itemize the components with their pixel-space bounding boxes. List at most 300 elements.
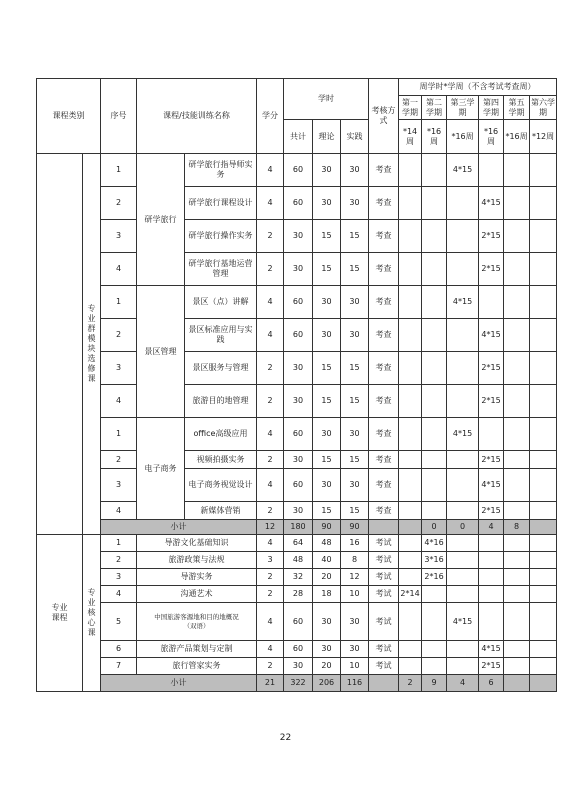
semester-hours-cell [530,552,557,569]
semester-hours-cell [447,552,479,569]
semester-hours-cell: 4 [447,675,479,692]
hours-theory-cell: 15 [313,502,341,520]
row-number: 2 [101,319,137,352]
exam-cell: 考查 [369,187,399,220]
semester-hours-cell [399,520,422,535]
semester-weeks: *16周 [504,120,530,154]
semester-hours-cell [530,603,557,641]
semester-hours-cell [422,187,447,220]
course-subtitle: （双语） [183,621,210,630]
semester-hours-cell [422,586,447,603]
course-name: 旅游目的地管理 [185,385,257,418]
hours-total-cell: 60 [284,641,313,658]
hours-theory-cell: 30 [313,319,341,352]
row-number: 2 [101,451,137,469]
row-number: 5 [101,603,137,641]
hours-theory-cell: 30 [313,418,341,451]
table-row [37,352,557,385]
semester-hours-cell [399,253,422,286]
semester-hours-cell [422,253,447,286]
hours-total-cell: 30 [284,385,313,418]
hours-theory-cell: 30 [313,469,341,502]
hours-practice-cell: 16 [341,535,369,552]
semester-hours-cell [447,586,479,603]
semester-hours-cell [530,220,557,253]
exam-cell: 考试 [369,569,399,586]
row-number: 1 [101,286,137,319]
semester-hours-cell: 4*15 [479,187,504,220]
category-blank [37,154,83,535]
course-name: 电子商务视觉设计 [185,469,257,502]
semester-hours-cell [530,253,557,286]
course-name: 研学旅行指导师实务 [185,154,257,187]
hours-total-cell: 180 [284,520,313,535]
curriculum-table [36,78,557,692]
table-row [37,535,557,552]
semester-hours-cell [422,286,447,319]
semester-label: 第六学期 [530,96,557,120]
semester-hours-cell [447,469,479,502]
header-weekly-hours: 周学时*学周（不含考试考查周） [399,79,557,96]
credit-cell: 2 [257,502,284,520]
table-row [37,658,557,675]
header-hours-practice: 实践 [341,120,369,154]
credit-cell: 4 [257,535,284,552]
hours-theory-cell: 30 [313,603,341,641]
semester-hours-cell [399,154,422,187]
credit-cell: 4 [257,641,284,658]
hours-total-cell: 60 [284,603,313,641]
exam-cell: 考查 [369,220,399,253]
semester-hours-cell: 2*15 [479,220,504,253]
semester-hours-cell: 8 [504,520,530,535]
row-number: 2 [101,552,137,569]
table-row [37,154,557,187]
row-number: 2 [101,187,137,220]
semester-hours-cell [399,502,422,520]
hours-theory-cell: 30 [313,187,341,220]
exam-cell: 考查 [369,418,399,451]
semester-label: 第一学期 [399,96,422,120]
semester-hours-cell: 4*15 [447,154,479,187]
semester-hours-cell [399,385,422,418]
credit-cell: 2 [257,352,284,385]
hours-practice-cell: 30 [341,286,369,319]
module-name: 研学旅行 [137,154,185,286]
semester-hours-cell [422,352,447,385]
semester-hours-cell [504,154,530,187]
course-title: 导游实务 [180,572,213,581]
semester-hours-cell [530,502,557,520]
credit-cell: 4 [257,286,284,319]
semester-hours-cell [479,586,504,603]
credit-cell: 2 [257,385,284,418]
semester-hours-cell [504,418,530,451]
hours-practice-cell: 8 [341,552,369,569]
credit-cell: 3 [257,552,284,569]
credit-cell: 4 [257,418,284,451]
hours-theory-cell: 20 [313,569,341,586]
semester-hours-cell [530,658,557,675]
semester-hours-cell: 6 [479,675,504,692]
hours-theory-cell: 40 [313,552,341,569]
exam-cell: 考试 [369,552,399,569]
page-number: 22 [279,733,292,743]
category-elective: 专业群模块选修课 [83,154,101,535]
hours-practice-cell: 116 [341,675,369,692]
semester-label: 第三学期 [447,96,479,120]
semester-hours-cell [504,319,530,352]
table-row [37,418,557,451]
hours-practice-cell: 30 [341,418,369,451]
hours-practice-cell: 15 [341,451,369,469]
hours-total-cell: 60 [284,418,313,451]
semester-hours-cell [504,502,530,520]
course-title: 旅游政策与法规 [168,555,225,564]
credit-cell: 2 [257,586,284,603]
hours-total-cell: 30 [284,220,313,253]
semester-hours-cell [399,569,422,586]
semester-weeks: *12周 [530,120,557,154]
hours-total-cell: 60 [284,469,313,502]
hours-practice-cell: 10 [341,586,369,603]
course-title: 导游文化基础知识 [164,538,229,547]
semester-hours-cell: 2 [399,675,422,692]
hours-total-cell: 32 [284,569,313,586]
hours-theory-cell: 15 [313,451,341,469]
course-name: 研学旅行课程设计 [185,187,257,220]
semester-hours-cell [530,535,557,552]
category-professional: 专业课程 [37,535,83,692]
header-hours-theory: 理论 [313,120,341,154]
course-title: 旅行管家实务 [172,661,221,670]
semester-hours-cell [530,469,557,502]
hours-total-cell: 60 [284,286,313,319]
semester-hours-cell [504,286,530,319]
semester-hours-cell [504,352,530,385]
semester-hours-cell: 2*14 [399,586,422,603]
hours-practice-cell: 15 [341,352,369,385]
semester-hours-cell: 4*15 [447,286,479,319]
row-number: 6 [101,641,137,658]
course-name [137,569,257,586]
table-row [37,385,557,418]
semester-hours-cell: 0 [447,520,479,535]
semester-hours-cell [504,603,530,641]
semester-hours-cell [422,220,447,253]
semester-hours-cell [422,641,447,658]
row-number: 4 [101,253,137,286]
semester-hours-cell [422,385,447,418]
row-number: 3 [101,569,137,586]
semester-hours-cell [530,520,557,535]
semester-hours-cell: 4*15 [447,418,479,451]
exam-cell: 考试 [369,586,399,603]
hours-total-cell: 48 [284,552,313,569]
hours-theory-cell: 30 [313,154,341,187]
semester-hours-cell [530,675,557,692]
row-number: 4 [101,586,137,603]
category-core: 专业核心课 [83,535,101,692]
semester-hours-cell [504,187,530,220]
hours-theory-cell: 20 [313,658,341,675]
semester-hours-cell [399,418,422,451]
hours-theory-cell: 90 [313,520,341,535]
subtotal-row [37,675,557,692]
semester-hours-cell: 4*15 [479,641,504,658]
semester-hours-cell [399,552,422,569]
semester-hours-cell [447,352,479,385]
hours-theory-cell: 18 [313,586,341,603]
semester-hours-cell [530,641,557,658]
credit-cell: 2 [257,658,284,675]
credit-cell: 4 [257,187,284,220]
semester-hours-cell: 2*15 [479,385,504,418]
header-exam: 考核方式 [369,79,399,154]
row-number: 1 [101,418,137,451]
hours-theory-cell: 206 [313,675,341,692]
semester-hours-cell [399,187,422,220]
row-number: 3 [101,469,137,502]
semester-hours-cell [447,187,479,220]
course-name: 视频拍摄实务 [185,451,257,469]
semester-hours-cell: 4 [479,520,504,535]
hours-theory-cell: 30 [313,641,341,658]
semester-hours-cell: 4*15 [447,603,479,641]
course-name: 研学旅行操作实务 [185,220,257,253]
header-course-name: 课程/技能训练名称 [137,79,257,154]
exam-cell: 考查 [369,502,399,520]
semester-hours-cell [530,154,557,187]
semester-hours-cell [422,418,447,451]
hours-total-cell: 28 [284,586,313,603]
hours-total-cell: 60 [284,154,313,187]
semester-hours-cell [504,220,530,253]
exam-cell: 考试 [369,658,399,675]
hours-total-cell: 30 [284,352,313,385]
semester-hours-cell [447,385,479,418]
semester-hours-cell [479,569,504,586]
hours-total-cell: 30 [284,253,313,286]
course-name: 景区服务与管理 [185,352,257,385]
semester-hours-cell [530,451,557,469]
semester-hours-cell: 4*15 [479,319,504,352]
module-name: 景区管理 [137,286,185,418]
table-row [37,552,557,569]
hours-practice-cell: 30 [341,641,369,658]
semester-hours-cell [447,253,479,286]
table-row [37,253,557,286]
semester-hours-cell: 2*15 [479,352,504,385]
semester-hours-cell [530,586,557,603]
hours-theory-cell: 15 [313,220,341,253]
semester-hours-cell [399,641,422,658]
semester-hours-cell [504,641,530,658]
semester-hours-cell: 2*15 [479,253,504,286]
semester-hours-cell [447,502,479,520]
credit-cell: 4 [257,319,284,352]
semester-hours-cell [530,352,557,385]
semester-hours-cell: 4*16 [422,535,447,552]
hours-practice-cell: 30 [341,319,369,352]
semester-weeks: *14周 [399,120,422,154]
hours-practice-cell: 30 [341,469,369,502]
semester-hours-cell [422,603,447,641]
row-number: 3 [101,352,137,385]
semester-hours-cell [447,641,479,658]
hours-practice-cell: 15 [341,502,369,520]
exam-cell: 考试 [369,641,399,658]
table-row [37,469,557,502]
course-name: 研学旅行基地运营管理 [185,253,257,286]
row-number: 4 [101,385,137,418]
semester-hours-cell [399,451,422,469]
table-row [37,451,557,469]
hours-total-cell: 60 [284,319,313,352]
header-seq: 序号 [101,79,137,154]
table-row [37,319,557,352]
hours-practice-cell: 12 [341,569,369,586]
semester-hours-cell [399,603,422,641]
row-number: 4 [101,502,137,520]
semester-weeks: *16周 [447,120,479,154]
credit-cell: 21 [257,675,284,692]
semester-hours-cell [504,569,530,586]
semester-hours-cell: 3*16 [422,552,447,569]
exam-cell: 考查 [369,286,399,319]
row-number: 1 [101,535,137,552]
semester-hours-cell [399,535,422,552]
table-row [37,502,557,520]
subtotal-label: 小计 [101,520,257,535]
hours-total-cell: 60 [284,187,313,220]
semester-hours-cell [530,418,557,451]
semester-hours-cell: 4*15 [479,469,504,502]
header-hours: 学时 [284,79,369,120]
course-name: 景区（点）讲解 [185,286,257,319]
semester-hours-cell [504,469,530,502]
semester-hours-cell [530,187,557,220]
semester-hours-cell: 2*15 [479,451,504,469]
row-number: 7 [101,658,137,675]
hours-theory-cell: 30 [313,286,341,319]
hours-total-cell: 30 [284,658,313,675]
semester-hours-cell [479,552,504,569]
hours-total-cell: 30 [284,451,313,469]
semester-hours-cell [530,385,557,418]
credit-cell: 2 [257,220,284,253]
semester-hours-cell [479,286,504,319]
credit-cell: 4 [257,469,284,502]
exam-cell: 考试 [369,603,399,641]
semester-hours-cell [422,319,447,352]
table-row [37,569,557,586]
semester-hours-cell [504,385,530,418]
semester-weeks: *16周 [479,120,504,154]
credit-cell: 4 [257,603,284,641]
hours-practice-cell: 90 [341,520,369,535]
semester-hours-cell: 2*16 [422,569,447,586]
hours-practice-cell: 15 [341,385,369,418]
semester-hours-cell [447,535,479,552]
hours-theory-cell: 15 [313,352,341,385]
semester-hours-cell [447,451,479,469]
course-name [137,603,257,641]
semester-hours-cell [422,658,447,675]
credit-cell: 2 [257,253,284,286]
semester-hours-cell: 9 [422,675,447,692]
semester-label: 第二学期 [422,96,447,120]
table-row [37,586,557,603]
semester-hours-cell [504,552,530,569]
semester-hours-cell [530,286,557,319]
semester-hours-cell [479,603,504,641]
semester-hours-cell [504,586,530,603]
exam-cell: 考查 [369,352,399,385]
exam-cell: 考查 [369,451,399,469]
header-category: 课程类别 [37,79,101,154]
module-name: 电子商务 [137,418,185,520]
hours-theory-cell: 15 [313,253,341,286]
semester-hours-cell [447,658,479,675]
hours-total-cell: 64 [284,535,313,552]
hours-practice-cell: 10 [341,658,369,675]
semester-hours-cell [399,352,422,385]
course-title: 沟通艺术 [180,589,213,598]
semester-hours-cell: 2*15 [479,502,504,520]
semester-hours-cell [447,569,479,586]
course-name: office高级应用 [185,418,257,451]
semester-hours-cell: 2*15 [479,658,504,675]
semester-hours-cell [447,220,479,253]
semester-label: 第五学期 [504,96,530,120]
semester-hours-cell [479,418,504,451]
header-hours-total: 共计 [284,120,313,154]
credit-cell: 4 [257,154,284,187]
hours-total-cell: 30 [284,502,313,520]
course-name: 景区标准应用与实践 [185,319,257,352]
semester-label: 第四学期 [479,96,504,120]
semester-hours-cell [530,319,557,352]
exam-cell: 考查 [369,319,399,352]
table-row [37,641,557,658]
semester-hours-cell [504,535,530,552]
semester-hours-cell [530,569,557,586]
semester-hours-cell [422,502,447,520]
exam-cell: 考查 [369,154,399,187]
credit-cell: 2 [257,569,284,586]
course-name [137,535,257,552]
hours-theory-cell: 15 [313,385,341,418]
hours-practice-cell: 30 [341,187,369,220]
hours-practice-cell: 30 [341,154,369,187]
subtotal-label: 小计 [101,675,257,692]
semester-hours-cell [447,319,479,352]
semester-hours-cell [479,535,504,552]
course-title: 中国旅游客源地和目的地概况 [154,613,239,622]
credit-cell: 12 [257,520,284,535]
table-row [37,220,557,253]
semester-hours-cell [504,451,530,469]
row-number: 1 [101,154,137,187]
semester-hours-cell [399,469,422,502]
exam-cell: 考试 [369,535,399,552]
hours-practice-cell: 15 [341,253,369,286]
course-name [137,658,257,675]
exam-cell: 考查 [369,253,399,286]
semester-hours-cell: 0 [422,520,447,535]
hours-practice-cell: 15 [341,220,369,253]
